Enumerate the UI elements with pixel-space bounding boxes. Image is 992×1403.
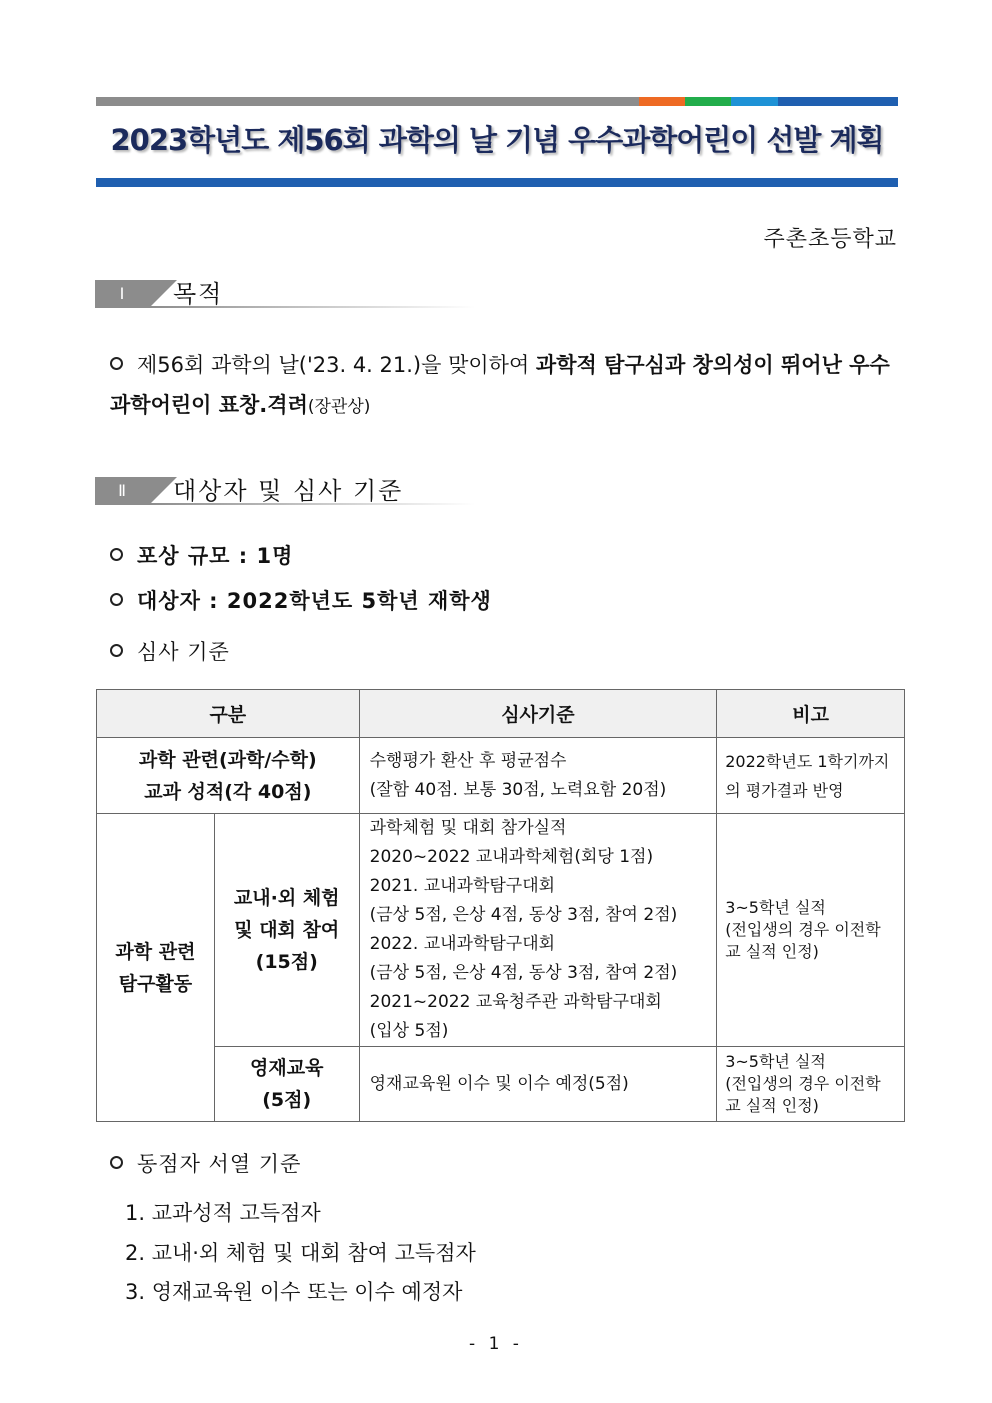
- row-note: 3~5학년 실적 (전입생의 경우 이전학교 실적 인정): [717, 1047, 905, 1122]
- table-header-row: [97, 690, 905, 738]
- list-item: 1. 교과성적 고득점자: [125, 1201, 321, 1225]
- group-label: 과학 관련 탐구활동: [97, 814, 215, 1122]
- row-criteria: 과학체험 및 대회 참가실적 2020~2022 교내과학체험(회당 1점) 2021. 교내과학탐구대회 (금상 5점, 은상 4점, 동상 3점, 참여 2점) 2022. 교내과학탐구대회 (금상 5점, 은상 4점, 동상 3점, 참여 2점) 2021~2022 교육청주관 과학탐구대회 (입상 5점): [359, 814, 717, 1047]
- section-label: 목적: [173, 280, 224, 308]
- target-line: 대상자 : 2022학년도 5학년 재학생: [110, 585, 492, 615]
- list-item: 2. 교내·외 체험 및 대회 참여 고득점자: [125, 1241, 476, 1265]
- page-number: - 1 -: [469, 1334, 523, 1354]
- tiebreak-heading: 동점자 서열 기준: [110, 1148, 301, 1178]
- criteria-heading: 심사 기준: [110, 636, 230, 666]
- document-title: 2023학년도 제56회 과학의 날 기념 우수과학어린이 선발 계획: [110, 123, 884, 157]
- row-category: 과학 관련(과학/수학) 교과 성적(각 40점): [97, 738, 360, 814]
- row-note: 2022학년도 1학기까지의 평가결과 반영: [717, 738, 905, 814]
- section-header-purpose: [95, 280, 475, 308]
- circle-bullet-icon: [110, 644, 123, 657]
- header-category: 구분: [97, 690, 360, 738]
- row-criteria: 수행평가 환산 후 평균점수 (잘함 40점. 보통 30점, 노력요함 20점): [359, 738, 717, 814]
- circle-bullet-icon: [110, 357, 123, 370]
- circle-bullet-icon: [110, 548, 123, 561]
- section-number: Ⅱ: [95, 477, 149, 505]
- award-size-line: 포상 규모 : 1명: [110, 540, 293, 570]
- purpose-paragraph: 제56회 과학의 날('23. 4. 21.)을 맞이하여 과학적 탐구심과 창의성이 뛰어난 우수과학어린이 표창.격려(장관상): [110, 353, 890, 417]
- title-underline-bar: [96, 178, 898, 187]
- section-label: 대상자 및 심사 기준: [173, 477, 404, 505]
- criteria-table: [96, 689, 905, 1122]
- list-item: 3. 영재교육원 이수 또는 이수 예정자: [125, 1280, 463, 1304]
- circle-bullet-icon: [110, 1156, 123, 1169]
- table-row: [97, 1047, 905, 1122]
- header-criteria: 심사기준: [359, 690, 717, 738]
- row-subcategory: 교내·외 체험 및 대회 참여 (15점): [214, 814, 359, 1047]
- title-top-color-bar: [96, 97, 898, 106]
- row-criteria: 영재교육원 이수 및 이수 예정(5점): [359, 1047, 717, 1122]
- table-row: [97, 814, 905, 1047]
- row-subcategory: 영재교육 (5점): [214, 1047, 359, 1122]
- header-note: 비고: [717, 690, 905, 738]
- section-number: Ⅰ: [95, 280, 149, 308]
- section-header-criteria: [95, 477, 475, 505]
- circle-bullet-icon: [110, 593, 123, 606]
- row-note: 3~5학년 실적 (전입생의 경우 이전학교 실적 인정): [717, 814, 905, 1047]
- school-name: 주촌초등학교: [763, 227, 897, 252]
- table-row: [97, 738, 905, 814]
